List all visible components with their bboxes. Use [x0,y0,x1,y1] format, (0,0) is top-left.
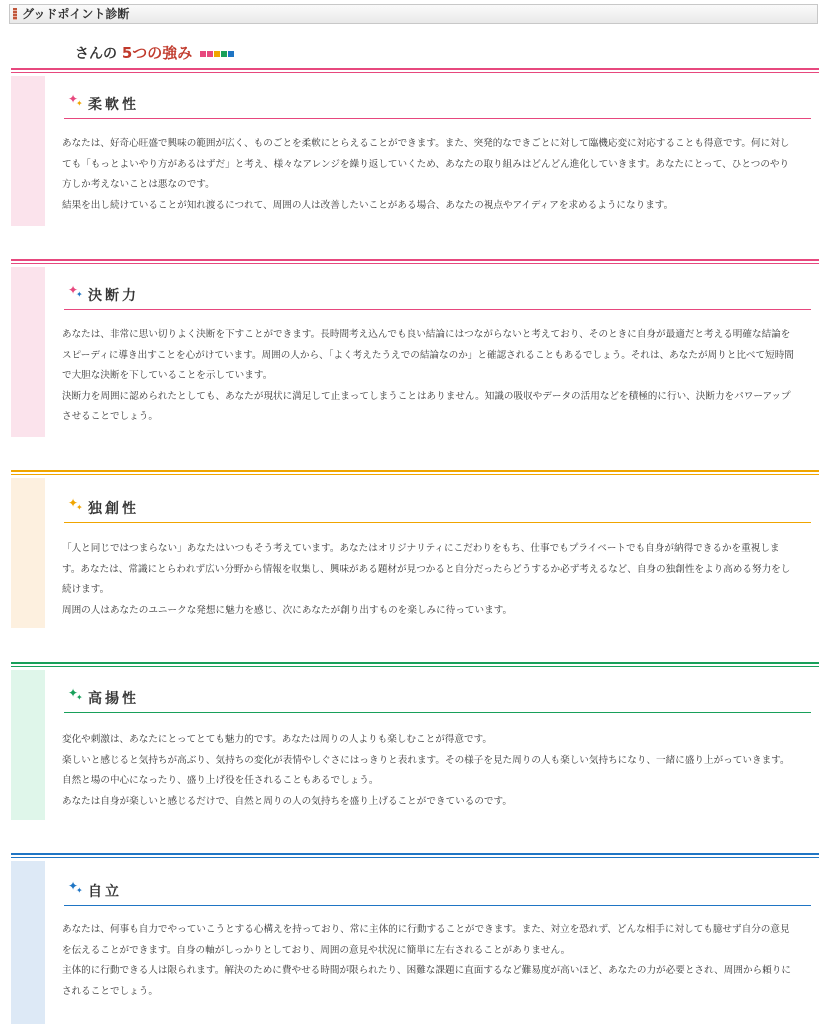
strength-title: 柔軟性 [88,97,139,113]
paragraph: あなたは自身が楽しいと感じるだけで、自然と周りの人の気持ちを盛り上げることができているのです。 [62,795,512,807]
divider [11,263,819,264]
strength-description [62,730,795,812]
strength-heading [64,879,811,906]
divider [11,474,819,475]
sparkle-icon: ✦ [68,283,79,297]
sparkle-small-icon: ✦ [76,290,83,299]
divider [11,68,819,70]
sparkle-icon: ✦ [68,879,79,893]
paragraph: 決断力を周囲に認められたとしても、あなたが現状に満足して止まってしまうことはありません。知識の吸収やデータの活用などを積極的に行い、決断力をパワーアップさせることでしょう。 [62,390,791,422]
divider [11,72,819,73]
paragraph: 結果を出し続けていることが知れ渡るにつれて、周囲の人は改善したいことがある場合、あなたの視点やアイディアを求めるようになります。 [62,199,674,211]
sparkle-small-icon: ✦ [76,693,83,702]
side-band [11,478,45,628]
paragraph: 変化や刺激は、あなたにとってとても魅力的です。あなたは周りの人よりも楽しむことが得意です。 [62,734,492,745]
strength-description [62,920,795,1002]
square-blue [228,51,234,57]
strength-heading [64,686,811,713]
sparkle-icon: ✦ [68,686,79,700]
sparkle-small-icon: ✦ [76,503,83,512]
square-orange [214,51,220,57]
strength-heading [64,92,811,119]
section-title-bar [9,4,818,24]
paragraph: あなたは、何事も自力でやっていこうとする心構えを持っており、常に主体的に行動することができます。また、対立を恐れず、どんな相手に対しても臆せず自分の意見を伝えることができます。自身の軸がしっかりとしており、周囲の意見や状況に簡単に左右されることがありません。 [62,924,790,956]
paragraph: あなたは、好奇心旺盛で興味の範囲が広く、ものごとを柔軟にとらえることができます。また、突発的なできごとに対して臨機応変に対応することも得意です。何に対しても「もっとよいやり方があるはずだ」と考え、様々なアレンジを繰り返していくため、あなたの取り組みはどんどん進化していきます。あなたにとって、ひとつのやり方しか考えないことは悪なのです。 [62,138,790,190]
strength-title: 決断力 [88,288,139,304]
strength-title: 自立 [88,884,122,900]
square-green [221,51,227,57]
color-squares [200,46,235,62]
sparkle-small-icon: ✦ [76,886,83,895]
side-band [11,861,45,1024]
strength-heading [64,496,811,523]
divider [11,666,819,667]
divider [11,259,819,261]
square-pink [200,51,206,57]
paragraph: 周囲の人はあなたのユニークな発想に魅力を感じ、次にあなたが創り出すものを楽しみに待っています。 [62,604,513,616]
side-band [11,670,45,820]
sparkle-small-icon: ✦ [76,99,83,108]
divider [11,853,819,855]
paragraph: 主体的に行動できる人は限られます。解決のために費やせる時間が限られたり、困難な課題に直面するなど難易度が高いほど、あなたの力が必要とされ、周囲から頼りにされることでしょう。 [62,965,791,997]
page-title: グッドポイント診断 [22,7,130,21]
strength-description [62,134,795,216]
sparkle-icon: ✦ [68,92,79,106]
side-band [11,76,45,226]
strength-description [62,539,795,621]
paragraph: 「人と同じではつまらない」あなたはいつもそう考えています。あなたはオリジナリティにこだわりをもち、仕事でもプライベートでも自身が納得できるかを重視します。あなたは、常識にとらわれず広い分野から情報を収集し、興味がある題材が見つかると自分だったらどうするか必ず考えるなど、自身の独創性をより高める努力をし続けます。 [62,543,791,595]
side-band [11,267,45,437]
paragraph: 楽しいと感じると気持ちが高ぶり、気持ちの変化が表情やしぐさにはっきりと表れます。その様子を見た周りの人も楽しい気持ちになり、一緒に盛り上がっていきます。自然と場の中心になったり、盛り上げ役を任されることもあるでしょう。 [62,754,790,786]
strength-title: 高揚性 [88,691,139,707]
divider [11,662,819,664]
square-pink-2 [207,51,213,57]
paragraph: あなたは、非常に思い切りよく決断を下すことができます。長時間考え込んでも良い結論にはつながらないと考えており、そのときに自身が最適だと考える明確な結論をスピーディに導き出すことを心がけています。周囲の人から、「よく考えたうえでの結論なのか」と確認されることもあるでしょう。それは、あなたが周りと比べて短時間で大胆な決断を下していることを示しています。 [62,329,794,381]
subtitle-accent: 5つの強み [121,44,193,62]
subtitle-prefix: さんの [75,46,117,62]
strength-title: 独創性 [88,501,139,517]
title-bar-mark [13,8,17,20]
divider [11,857,819,858]
divider [11,470,819,472]
sparkle-icon: ✦ [68,496,79,510]
strength-heading [64,283,811,310]
strength-description [62,325,795,428]
strengths-subtitle [75,42,235,63]
